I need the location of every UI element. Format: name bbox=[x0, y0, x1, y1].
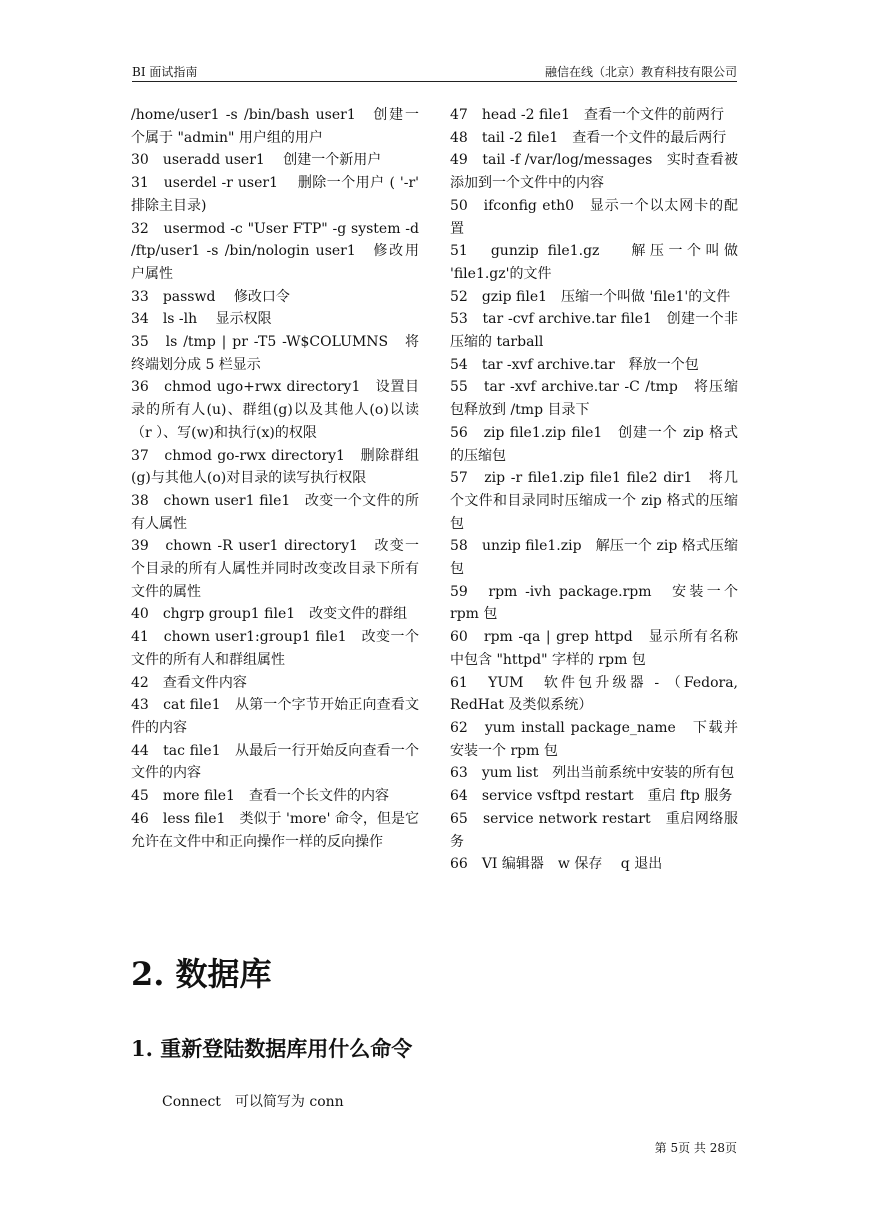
header-company-name: 融信在线（北京）教育科技有限公司 bbox=[544, 65, 737, 79]
command-entry-text: 36 chmod ugo+rwx directory1 设置目录的所有人(u)、群组(g)以及其他人(o)以读（r ）、写(w)和执行(x)的权限 bbox=[131, 379, 419, 441]
command-entry-text: 31 userdel -r user1 删除一个用户 ( '-r' 排除主目录) bbox=[131, 175, 424, 214]
command-entry bbox=[450, 785, 738, 808]
command-entry-text: 62 yum install package_name 下载并安装一个 rpm 包 bbox=[450, 719, 738, 759]
command-entry bbox=[131, 672, 419, 695]
command-entry-text: 61 YUM 软件包升级器 - （Fedora, RedHat 及类似系统） bbox=[450, 674, 743, 714]
command-entry bbox=[131, 445, 419, 490]
command-entry-text: 57 zip -r file1.zip file1 file2 dir1 将几个文件和目录同时压缩成一个 zip 格式的压缩包 bbox=[450, 470, 738, 532]
command-entry-text: 40 chgrp group1 file1 改变文件的群组 bbox=[131, 606, 408, 623]
command-entry-text: 33 passwd 修改口令 bbox=[131, 288, 290, 305]
command-entry-text: 66 VI 编辑器 w 保存 q 退出 bbox=[450, 856, 663, 873]
command-entry bbox=[131, 694, 419, 739]
command-entry bbox=[450, 535, 738, 580]
command-entry bbox=[450, 672, 743, 717]
command-entry bbox=[450, 467, 738, 535]
command-entry bbox=[131, 218, 424, 286]
command-entry bbox=[450, 286, 738, 309]
command-entry-text: 30 useradd user1 创建一个新用户 bbox=[131, 152, 382, 169]
command-entry bbox=[450, 762, 738, 785]
command-entry bbox=[450, 808, 738, 853]
command-entry bbox=[131, 740, 419, 785]
command-entry bbox=[450, 308, 738, 353]
command-entry-text: 63 yum list 列出当前系统中安装的所有包 bbox=[450, 765, 735, 782]
answer-paragraph: Connect 可以简写为 conn bbox=[162, 1094, 344, 1110]
page-header bbox=[132, 62, 737, 82]
command-entry-text: 44 tac file1 从最后一行开始反向查看一个文件的内容 bbox=[131, 742, 419, 782]
command-entry-text: 32 usermod -c "User FTP" -g system -d /ftp/user1 -s /bin/nologin user1 修改用户属性 bbox=[131, 220, 424, 282]
command-entry-text: 46 less file1 类似于 'more' 命令，但是它允许在文件中和正向操作一样的反向操作 bbox=[131, 810, 419, 850]
question-heading: 1. 重新登陆数据库用什么命令 bbox=[131, 1036, 413, 1061]
command-entry-text: 65 service network restart 重启网络服务 bbox=[450, 810, 738, 850]
section-heading: 2. 数据库 bbox=[131, 955, 272, 993]
command-entry bbox=[450, 354, 738, 377]
page-number-footer: 第 5页 共 28页 bbox=[654, 1141, 737, 1155]
command-entry bbox=[131, 172, 424, 217]
command-entry-text: 52 gzip file1 压缩一个叫做 'file1'的文件 bbox=[450, 288, 731, 305]
command-entry bbox=[131, 785, 419, 808]
command-entry-text: 53 tar -cvf archive.tar file1 创建一个非压缩的 tarball bbox=[450, 311, 738, 351]
command-entry-text: 37 chmod go-rwx directory1 删除群组(g)与其他人(o)对目录的读写执行权限 bbox=[131, 447, 419, 487]
command-entry bbox=[131, 149, 419, 172]
command-entry bbox=[450, 422, 738, 467]
command-entry-text: 41 chown user1:group1 file1 改变一个文件的所有人和群组属性 bbox=[131, 629, 419, 668]
command-entry-text: /home/user1 -s /bin/bash user1 创建一个属于 "admin" 用户组的用户 bbox=[131, 107, 419, 146]
command-entry bbox=[450, 240, 743, 285]
command-entry bbox=[450, 376, 738, 421]
command-entry bbox=[450, 195, 738, 240]
command-entry-text: 34 ls -lh 显示权限 bbox=[131, 311, 272, 328]
command-entry-text: 48 tail -2 file1 查看一个文件的最后两行 bbox=[450, 129, 727, 146]
command-entry bbox=[450, 127, 738, 150]
command-entry-text: 64 service vsftpd restart 重启 ftp 服务 bbox=[450, 788, 733, 805]
command-entry-text: 42 查看文件内容 bbox=[131, 674, 247, 691]
command-entry bbox=[131, 535, 419, 603]
header-left-title: BI 面试指南 bbox=[132, 65, 198, 79]
command-entry-text: 43 cat file1 从第一个字节开始正向查看文件的内容 bbox=[131, 697, 419, 736]
right-column bbox=[450, 104, 743, 876]
command-entry bbox=[131, 490, 419, 535]
command-entry bbox=[131, 104, 419, 149]
command-entry-text: 50 ifconfig eth0 显示一个以太网卡的配置 bbox=[450, 197, 738, 237]
command-entry-text: 39 chown -R user1 directory1 改变一个目录的所有人属性并同时改变改目录下所有文件的属性 bbox=[131, 538, 419, 600]
left-column bbox=[131, 104, 424, 853]
command-entry-text: 38 chown user1 file1 改变一个文件的所有人属性 bbox=[131, 492, 419, 532]
command-entry bbox=[131, 308, 419, 331]
command-entry-text: 45 more file1 查看一个长文件的内容 bbox=[131, 788, 389, 805]
command-entry bbox=[131, 808, 419, 853]
command-entry-text: 54 tar -xvf archive.tar 释放一个包 bbox=[450, 356, 699, 373]
command-entry-text: 59 rpm -ivh package.rpm 安装一个 rpm 包 bbox=[450, 583, 743, 623]
command-entry bbox=[450, 581, 743, 626]
command-entry bbox=[131, 626, 419, 671]
command-entry-text: 49 tail -f /var/log/messages 实时查看被添加到一个文件中的内容 bbox=[450, 152, 738, 192]
command-entry bbox=[131, 286, 419, 309]
command-entry-text: 35 ls /tmp | pr -T5 -W$COLUMNS 将终端划分成 5 栏显示 bbox=[131, 334, 419, 373]
command-entry bbox=[450, 626, 738, 671]
command-entry bbox=[131, 331, 419, 376]
command-entry-text: 51 gunzip file1.gz 解压一个叫做 'file1.gz'的文件 bbox=[450, 243, 743, 282]
command-entry bbox=[450, 149, 738, 194]
command-entry-text: 58 unzip file1.zip 解压一个 zip 格式压缩包 bbox=[450, 538, 738, 578]
command-entry bbox=[450, 104, 738, 127]
command-entry-text: 60 rpm -qa | grep httpd 显示所有名称中包含 "httpd" 字样的 rpm 包 bbox=[450, 629, 738, 668]
command-entry-text: 55 tar -xvf archive.tar -C /tmp 将压缩包释放到 /tmp 目录下 bbox=[450, 379, 738, 419]
command-entry bbox=[131, 376, 419, 444]
command-entry bbox=[450, 717, 738, 762]
command-entry bbox=[131, 603, 419, 626]
command-entry bbox=[450, 853, 738, 876]
command-entry-text: 56 zip file1.zip file1 创建一个 zip 格式的压缩包 bbox=[450, 424, 738, 464]
command-entry-text: 47 head -2 file1 查看一个文件的前两行 bbox=[450, 107, 724, 123]
